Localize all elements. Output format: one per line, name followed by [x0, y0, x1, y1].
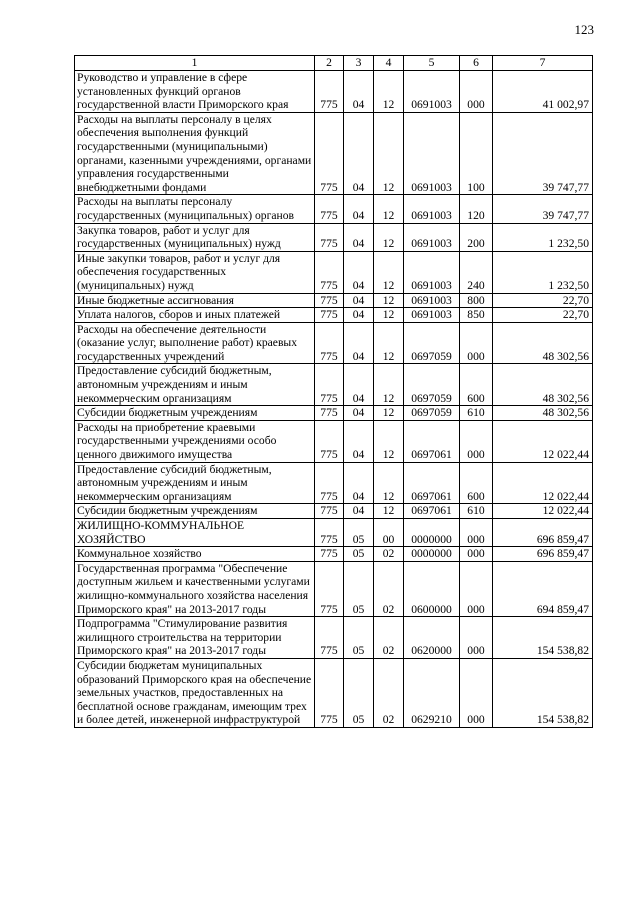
row-expense-type: 100 — [460, 112, 493, 195]
row-administrator-code: 775 — [315, 112, 344, 195]
row-name: Уплата налогов, сборов и иных платежей — [75, 308, 315, 323]
row-subsection: 12 — [374, 462, 404, 504]
row-target-article: 0697061 — [404, 504, 460, 519]
row-name: Подпрограмма "Стимулирование развития жилищного строительства на территории Приморского края" на 2013-2017 годы — [75, 617, 315, 659]
row-expense-type: 000 — [460, 71, 493, 113]
row-expense-type: 000 — [460, 561, 493, 616]
row-administrator-code: 775 — [315, 547, 344, 562]
row-amount: 12 022,44 — [493, 462, 593, 504]
row-administrator-code: 775 — [315, 462, 344, 504]
row-name: Государственная программа "Обеспечение доступным жильем и качественными услугами жилищно-коммунального хозяйства населения Приморского края" на 2013-2017 годы — [75, 561, 315, 616]
budget-table — [74, 55, 593, 728]
table-row — [75, 504, 593, 519]
row-subsection: 12 — [374, 112, 404, 195]
row-target-article: 0691003 — [404, 251, 460, 293]
row-section: 04 — [344, 420, 374, 462]
header-col-2: 2 — [315, 56, 344, 71]
header-col-7: 7 — [493, 56, 593, 71]
row-subsection: 12 — [374, 322, 404, 364]
row-name: Расходы на обеспечение деятельности (оказание услуг, выполнение работ) краевых государственных учреждений — [75, 322, 315, 364]
row-amount: 39 747,77 — [493, 112, 593, 195]
row-section: 05 — [344, 617, 374, 659]
row-target-article: 0691003 — [404, 293, 460, 308]
row-subsection: 12 — [374, 504, 404, 519]
row-administrator-code: 775 — [315, 195, 344, 223]
row-amount: 48 302,56 — [493, 322, 593, 364]
row-expense-type: 000 — [460, 420, 493, 462]
row-expense-type: 800 — [460, 293, 493, 308]
table-row — [75, 420, 593, 462]
row-subsection: 12 — [374, 293, 404, 308]
table-row — [75, 308, 593, 323]
row-amount: 22,70 — [493, 293, 593, 308]
row-target-article: 0697059 — [404, 406, 460, 421]
row-name: Иные закупки товаров, работ и услуг для обеспечения государственных (муниципальных) нужд — [75, 251, 315, 293]
row-subsection: 02 — [374, 617, 404, 659]
row-target-article: 0000000 — [404, 547, 460, 562]
row-amount: 12 022,44 — [493, 504, 593, 519]
row-expense-type: 240 — [460, 251, 493, 293]
row-amount: 154 538,82 — [493, 617, 593, 659]
row-name: Коммунальное хозяйство — [75, 547, 315, 562]
row-administrator-code: 775 — [315, 251, 344, 293]
row-target-article: 0691003 — [404, 308, 460, 323]
table-row — [75, 547, 593, 562]
table-row — [75, 293, 593, 308]
row-name: Закупка товаров, работ и услуг для государственных (муниципальных) нужд — [75, 223, 315, 251]
row-name: Расходы на выплаты персоналу государственных (муниципальных) органов — [75, 195, 315, 223]
row-administrator-code: 775 — [315, 223, 344, 251]
row-target-article: 0600000 — [404, 561, 460, 616]
row-target-article: 0691003 — [404, 112, 460, 195]
table-row — [75, 112, 593, 195]
row-amount: 1 232,50 — [493, 223, 593, 251]
row-amount: 41 002,97 — [493, 71, 593, 113]
row-section: 05 — [344, 519, 374, 547]
row-expense-type: 610 — [460, 504, 493, 519]
row-subsection: 12 — [374, 251, 404, 293]
row-target-article: 0697059 — [404, 322, 460, 364]
row-name: Субсидии бюджетным учреждениям — [75, 504, 315, 519]
table-row — [75, 223, 593, 251]
row-target-article: 0697061 — [404, 420, 460, 462]
row-target-article: 0629210 — [404, 658, 460, 727]
table-row — [75, 617, 593, 659]
row-subsection: 12 — [374, 195, 404, 223]
table-row — [75, 406, 593, 421]
row-administrator-code: 775 — [315, 322, 344, 364]
table-header-row — [75, 56, 593, 71]
table-row — [75, 658, 593, 727]
row-section: 04 — [344, 462, 374, 504]
row-amount: 696 859,47 — [493, 547, 593, 562]
row-subsection: 00 — [374, 519, 404, 547]
row-administrator-code: 775 — [315, 308, 344, 323]
row-target-article: 0697061 — [404, 462, 460, 504]
row-section: 05 — [344, 547, 374, 562]
row-target-article: 0697059 — [404, 364, 460, 406]
table-row — [75, 462, 593, 504]
row-section: 04 — [344, 364, 374, 406]
row-target-article: 0691003 — [404, 195, 460, 223]
row-amount: 22,70 — [493, 308, 593, 323]
row-subsection: 12 — [374, 223, 404, 251]
row-amount: 48 302,56 — [493, 406, 593, 421]
row-administrator-code: 775 — [315, 420, 344, 462]
row-expense-type: 600 — [460, 462, 493, 504]
row-administrator-code: 775 — [315, 658, 344, 727]
row-amount: 48 302,56 — [493, 364, 593, 406]
row-amount: 1 232,50 — [493, 251, 593, 293]
row-administrator-code: 775 — [315, 561, 344, 616]
row-section: 04 — [344, 251, 374, 293]
row-expense-type: 000 — [460, 617, 493, 659]
row-expense-type: 610 — [460, 406, 493, 421]
table-row — [75, 519, 593, 547]
row-section: 04 — [344, 112, 374, 195]
row-expense-type: 000 — [460, 547, 493, 562]
row-name: Предоставление субсидий бюджетным, автономным учреждениям и иным некоммерческим организациям — [75, 462, 315, 504]
table-row — [75, 364, 593, 406]
row-administrator-code: 775 — [315, 364, 344, 406]
row-administrator-code: 775 — [315, 406, 344, 421]
row-section: 04 — [344, 504, 374, 519]
row-section: 04 — [344, 293, 374, 308]
row-expense-type: 200 — [460, 223, 493, 251]
header-col-3: 3 — [344, 56, 374, 71]
table-row — [75, 71, 593, 113]
page-number: 123 — [574, 22, 594, 37]
table-row — [75, 195, 593, 223]
row-target-article: 0000000 — [404, 519, 460, 547]
row-section: 04 — [344, 406, 374, 421]
row-subsection: 02 — [374, 561, 404, 616]
header-col-5: 5 — [404, 56, 460, 71]
row-name: Иные бюджетные ассигнования — [75, 293, 315, 308]
row-administrator-code: 775 — [315, 293, 344, 308]
header-col-6: 6 — [460, 56, 493, 71]
row-amount: 694 859,47 — [493, 561, 593, 616]
row-name: Субсидии бюджетам муниципальных образований Приморского края на обеспечение земельных участков, предоставленных на бесплатной основе гражданам, имеющим трех и более детей, инженерной инфраструктурой — [75, 658, 315, 727]
table-row — [75, 322, 593, 364]
row-expense-type: 000 — [460, 519, 493, 547]
row-expense-type: 120 — [460, 195, 493, 223]
row-subsection: 12 — [374, 420, 404, 462]
row-administrator-code: 775 — [315, 504, 344, 519]
row-name: Предоставление субсидий бюджетным, автономным учреждениям и иным некоммерческим организациям — [75, 364, 315, 406]
row-expense-type: 000 — [460, 322, 493, 364]
row-name: Руководство и управление в сфере установленных функций органов государственной власти Приморского края — [75, 71, 315, 113]
row-subsection: 12 — [374, 406, 404, 421]
row-subsection: 12 — [374, 71, 404, 113]
row-name: Субсидии бюджетным учреждениям — [75, 406, 315, 421]
row-subsection: 12 — [374, 364, 404, 406]
row-section: 04 — [344, 322, 374, 364]
row-subsection: 12 — [374, 308, 404, 323]
row-amount: 12 022,44 — [493, 420, 593, 462]
row-section: 04 — [344, 71, 374, 113]
row-name: ЖИЛИЩНО-КОММУНАЛЬНОЕ ХОЗЯЙСТВО — [75, 519, 315, 547]
row-subsection: 02 — [374, 547, 404, 562]
row-section: 04 — [344, 223, 374, 251]
row-administrator-code: 775 — [315, 519, 344, 547]
row-name: Расходы на выплаты персоналу в целях обеспечения выполнения функций государственными (муниципальными) органами, казенными учреждениями, органами управления государственными внебюджетными фондами — [75, 112, 315, 195]
table-row — [75, 251, 593, 293]
row-administrator-code: 775 — [315, 617, 344, 659]
row-administrator-code: 775 — [315, 71, 344, 113]
table-row — [75, 561, 593, 616]
header-col-4: 4 — [374, 56, 404, 71]
row-amount: 696 859,47 — [493, 519, 593, 547]
row-section: 05 — [344, 658, 374, 727]
row-expense-type: 850 — [460, 308, 493, 323]
row-expense-type: 000 — [460, 658, 493, 727]
header-col-1: 1 — [75, 56, 315, 71]
row-expense-type: 600 — [460, 364, 493, 406]
row-name: Расходы на приобретение краевыми государственными учреждениями особо ценного движимого имущества — [75, 420, 315, 462]
row-target-article: 0691003 — [404, 71, 460, 113]
row-amount: 154 538,82 — [493, 658, 593, 727]
row-target-article: 0691003 — [404, 223, 460, 251]
row-section: 04 — [344, 195, 374, 223]
row-subsection: 02 — [374, 658, 404, 727]
row-target-article: 0620000 — [404, 617, 460, 659]
row-section: 05 — [344, 561, 374, 616]
row-amount: 39 747,77 — [493, 195, 593, 223]
row-section: 04 — [344, 308, 374, 323]
